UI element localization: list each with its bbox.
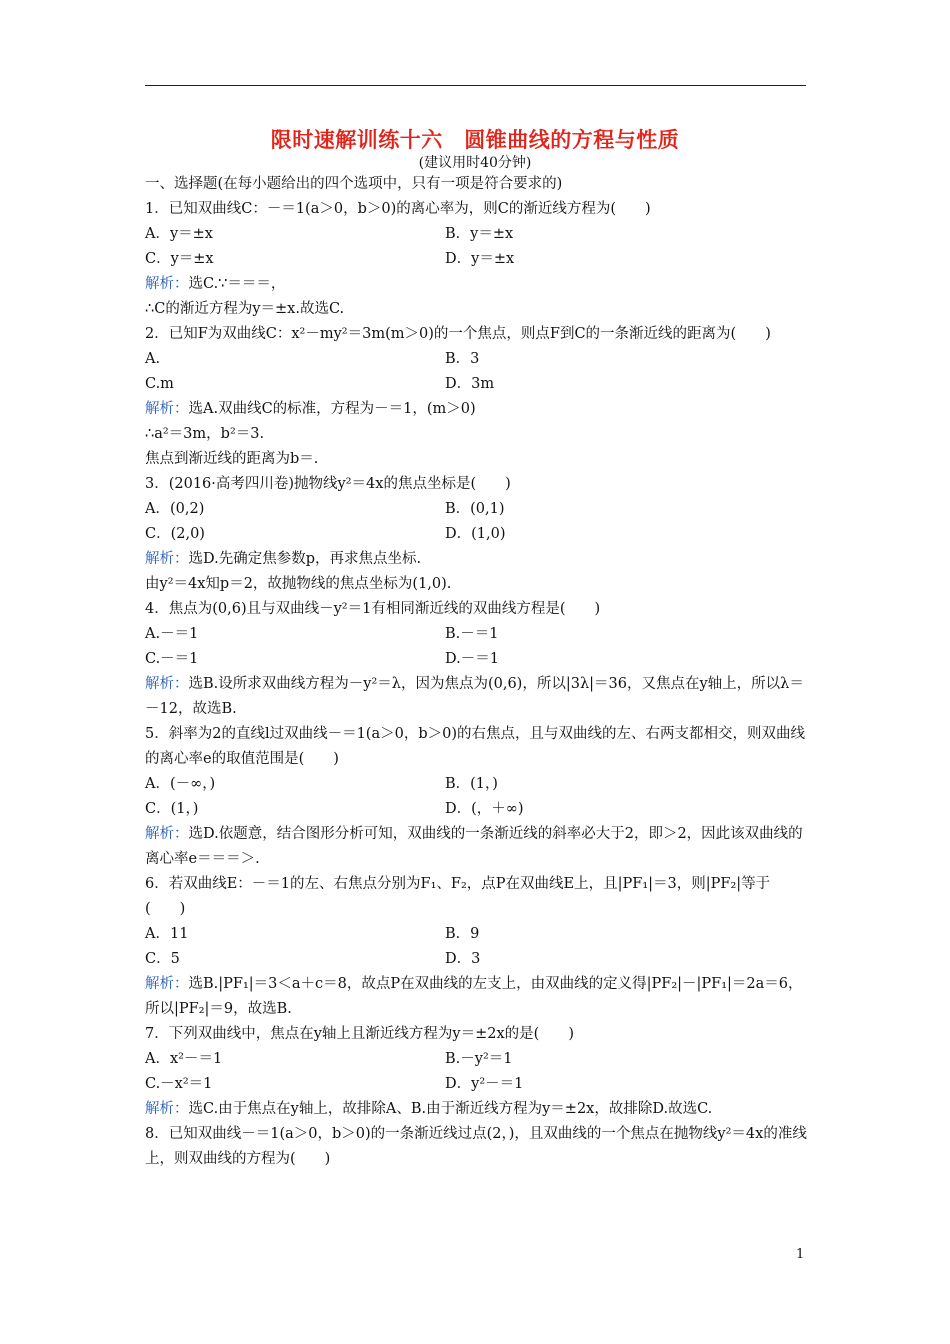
- option: A．11: [145, 926, 189, 942]
- option-row: [145, 922, 809, 947]
- option-row: [145, 1072, 809, 1097]
- analysis-text: 选B.设所求双曲线方程为－y²＝λ，因为焦点为(0,6)，所以|3λ|＝36，又焦点在y轴上，所以λ＝－12，故选B.: [145, 676, 804, 717]
- option-row: [145, 247, 809, 272]
- analysis-text: 选A.双曲线C的标准，方程为－＝1，(m＞0): [188, 401, 476, 417]
- section-heading: 一、选择题(在每小题给出的四个选项中，只有一项是符合要求的): [145, 176, 563, 192]
- analysis: [145, 822, 809, 872]
- question-stem: 6．若双曲线E：－＝1的左、右焦点分别为F₁、F₂，点P在双曲线E上，且|PF₁|＝3，则|PF₂|等于( ): [145, 876, 771, 917]
- option: A．y＝±x: [145, 226, 213, 242]
- analysis-line: ∴a²＝3m，b²＝3.: [145, 426, 265, 442]
- question-stem: 3．(2016·高考四川卷)抛物线y²＝4x的焦点坐标是( ): [145, 476, 511, 492]
- option: A.－＝1: [145, 626, 199, 642]
- analysis-text: 选C.由于焦点在y轴上，故排除A、B.由于渐近线方程为y＝±2x，故排除D.故选C.: [188, 1101, 713, 1117]
- question-stem: 1．已知双曲线C：－＝1(a＞0，b＞0)的离心率为，则C的渐近线方程为( ): [145, 201, 651, 217]
- option: C.－＝1: [145, 651, 199, 667]
- option: B.－y²＝1: [445, 1051, 513, 1067]
- option: B．(0,1): [445, 501, 505, 517]
- analysis-label: 解析：: [145, 276, 189, 292]
- option-row: [145, 1047, 809, 1072]
- analysis-text: 选D.先确定焦参数p，再求焦点坐标.: [188, 551, 422, 567]
- document-body: [145, 172, 809, 1172]
- option: B．3: [445, 351, 480, 367]
- analysis-line: ∴C的渐近方程为y＝±x.故选C.: [145, 301, 345, 317]
- analysis: [145, 1097, 809, 1122]
- option-row: [145, 797, 809, 822]
- header-rule: [145, 85, 806, 86]
- question-stem: 7．下列双曲线中，焦点在y轴上且渐近线方程为y＝±2x的是( ): [145, 1026, 574, 1042]
- option: D．y²－＝1: [445, 1076, 524, 1092]
- option: B．9: [445, 926, 480, 942]
- option-row: [145, 947, 809, 972]
- page-subtitle: (建议用时40分钟): [418, 155, 532, 171]
- analysis: [145, 972, 809, 1022]
- option: A．x²－＝1: [145, 1051, 223, 1067]
- analysis: [145, 672, 809, 722]
- analysis-label: 解析：: [145, 1101, 189, 1117]
- option: C．(1，): [145, 801, 199, 817]
- option: A．(0,2): [145, 501, 205, 517]
- option: A．(－∞，): [145, 776, 216, 792]
- option-row: [145, 222, 809, 247]
- analysis-label: 解析：: [145, 676, 189, 692]
- analysis-label: 解析：: [145, 826, 189, 842]
- analysis-text: 选D.依题意，结合图形分析可知，双曲线的一条渐近线的斜率必大于2，即＞2，因此该双曲线的离心率e＝＝＝＞.: [145, 826, 803, 867]
- option: D．3: [445, 951, 481, 967]
- analysis: [145, 397, 809, 422]
- analysis: [145, 547, 809, 572]
- option: D．y＝±x: [445, 251, 515, 267]
- analysis-line: 焦点到渐近线的距离为b＝.: [145, 451, 319, 467]
- option-row: [145, 772, 809, 797]
- analysis-line: 由y²＝4x知p＝2，故抛物线的焦点坐标为(1,0).: [145, 576, 452, 592]
- question-stem: 4．焦点为(0,6)且与双曲线－y²＝1有相同渐近线的双曲线方程是( ): [145, 601, 601, 617]
- option: D．3m: [445, 376, 495, 392]
- page-title: 限时速解训练十六 圆锥曲线的方程与性质: [270, 127, 680, 152]
- question-stem: 5．斜率为2的直线l过双曲线－＝1(a＞0，b＞0)的右焦点，且与双曲线的左、右两支都相交，则双曲线的离心率e的取值范围是( ): [145, 726, 806, 767]
- option-row: [145, 497, 809, 522]
- analysis-label: 解析：: [145, 551, 189, 567]
- option: A.: [145, 351, 161, 367]
- option: C.m: [145, 376, 174, 392]
- analysis-label: 解析：: [145, 976, 189, 992]
- option: D．(1,0): [445, 526, 506, 542]
- analysis-label: 解析：: [145, 401, 189, 417]
- analysis-text: 选B.|PF₁|＝3＜a＋c＝8，故点P在双曲线的左支上，由双曲线的定义得|PF₂|－|PF₁|＝2a＝6，所以|PF₂|＝9，故选B.: [145, 976, 803, 1017]
- option: C．y＝±x: [145, 251, 214, 267]
- option: D．(，＋∞): [445, 801, 524, 817]
- option-row: [145, 347, 809, 372]
- option: B.－＝1: [445, 626, 499, 642]
- question-stem: 2．已知F为双曲线C：x²－my²＝3m(m＞0)的一个焦点，则点F到C的一条渐近线的距离为( ): [145, 326, 771, 342]
- option: C．5: [145, 951, 180, 967]
- option: C．(2,0): [145, 526, 205, 542]
- analysis-text: 选C.∵＝＝＝，: [188, 276, 286, 292]
- option-row: [145, 372, 809, 397]
- option: C.－x²＝1: [145, 1076, 213, 1092]
- analysis: [145, 272, 809, 297]
- option-row: [145, 522, 809, 547]
- question-stem: 8．已知双曲线－＝1(a＞0，b＞0)的一条渐近线过点(2，)，且双曲线的一个焦点在抛物线y²＝4x的准线上，则双曲线的方程为( ): [145, 1126, 807, 1167]
- option: B．(1，): [445, 776, 498, 792]
- option-row: [145, 647, 809, 672]
- option-row: [145, 622, 809, 647]
- page-number: 1: [796, 1247, 805, 1262]
- option: B．y＝±x: [445, 226, 514, 242]
- option: D.－＝1: [445, 651, 499, 667]
